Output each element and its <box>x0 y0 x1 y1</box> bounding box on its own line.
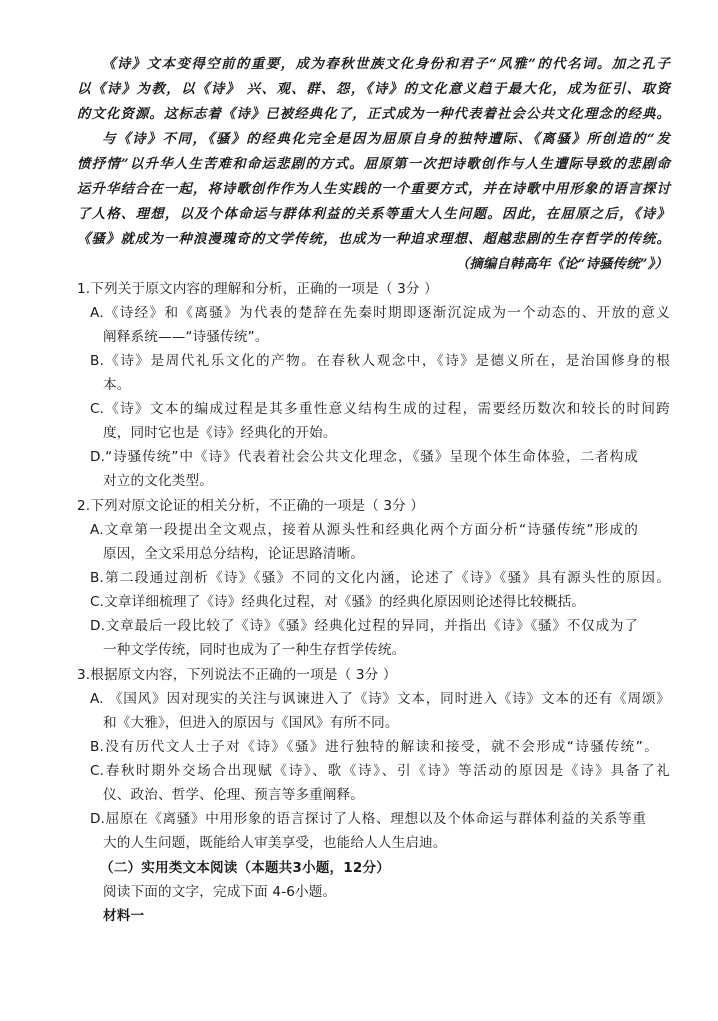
section-2-instruction: 阅读下面的文字，完成下面 4-6小题。 <box>103 884 337 900</box>
passage-p2-line-2: 愤抒情”以升华人生苦难和命运悲剧的方式。屈原第一次把诗歌创作与人生遭际导致的悲剧命 <box>77 156 670 172</box>
question-2-option-d-line-1[interactable]: D.文章最后一段比较了《诗》《骚》经典化过程的异同，并指出《诗》《骚》不仅成为了 <box>90 618 638 634</box>
passage-p2-line-4: 了人格、理想，以及个体命运与群体利益的关系等重大人生问题。因此，在屈原之后，《诗》 <box>77 206 670 222</box>
question-1-option-a-line-1[interactable]: A.《诗经》和《离骚》为代表的楚辞在先秦时期即逐渐沉淀成为一个动态的、开放的意义 <box>90 305 670 321</box>
question-3-stem: 3.根据原文内容，下列说法不正确的一项是（ 3分 ） <box>77 667 397 683</box>
question-3-option-a-line-2[interactable]: 和《大雅》，但进入的原因与《国风》有所不同。 <box>103 715 399 731</box>
question-2-option-a-line-1[interactable]: A.文章第一段提出全文观点，接着从源头性和经典化两个方面分析“诗骚传统”形成的 <box>90 522 638 538</box>
question-2-option-a-line-2[interactable]: 原因，全文采用总分结构，论证思路清晰。 <box>103 546 365 562</box>
passage-p1-line-3: 的文化资源。这标志着《诗》已被经典化了，正式成为一种代表着社会公共文化理念的经典。 <box>77 106 670 122</box>
passage-p2-line-3: 运升华结合在一起，将诗歌创作作为人生实践的一个重要方式，并在诗歌中用形象的语言探讨 <box>77 181 670 197</box>
question-1-option-b-line-1[interactable]: B.《诗》是周代礼乐文化的产物。在春秋人观念中，《诗》是德义所在，是治国修身的根 <box>90 353 670 369</box>
question-1-option-d-line-2[interactable]: 对立的文化类型。 <box>103 473 213 489</box>
question-1-option-b-line-2[interactable]: 本。 <box>103 377 131 393</box>
question-3-option-c-line-1[interactable]: C.春秋时期外交场合出现赋《诗》、歌《诗》、引《诗》等活动的原因是《诗》具备了礼 <box>90 763 670 779</box>
question-2-option-d-line-2[interactable]: 一种文学传统，同时也成为了一种生存哲学传统。 <box>103 642 406 658</box>
question-2-option-c[interactable]: C.文章详细梳理了《诗》经典化过程，对《骚》的经典化原因则论述得比较概括。 <box>90 594 586 610</box>
passage-p2-line-5: 《骚》就成为一种浪漫瑰奇的文学传统，也成为一种追求理想、超越悲剧的生存哲学的传统。 <box>77 231 670 247</box>
question-3-option-d-line-1[interactable]: D.屈原在《离骚》中用形象的语言探讨了人格、理想以及个体命运与群体利益的关系等重 <box>90 811 646 827</box>
question-1-stem: 1.下列关于原文内容的理解和分析，正确的一项是（ 3分 ） <box>77 281 438 297</box>
passage-p2-line-1: 与《诗》不同，《骚》的经典化完全是因为屈原自身的独特遭际、《离骚》所创造的“发 <box>102 131 670 147</box>
question-2-option-b[interactable]: B.第二段通过剖析《诗》《骚》不同的文化内涵，论述了《诗》《骚》具有源头性的原因。 <box>90 570 670 586</box>
passage-p1-line-2: 以《诗》为教，以《诗》 兴、观、群、怨，《诗》的文化意义趋于最大化，成为征引、取资 <box>77 81 670 97</box>
section-2-material-label: 材料一 <box>103 908 145 924</box>
question-1-option-a-line-2[interactable]: 阐释系统——“诗骚传统”。 <box>103 329 269 345</box>
question-3-option-b[interactable]: B.没有历代文人士子对《诗》《骚》进行独特的解读和接受，就不会形成“诗骚传统”。 <box>90 739 658 755</box>
question-1-option-d-line-1[interactable]: D.“诗骚传统”中《诗》代表着社会公共文化理念，《骚》呈现个体生命体验，二者构成 <box>90 449 638 465</box>
question-3-option-d-line-2[interactable]: 大的人生问题，既能给人审美享受，也能给人人生启迪。 <box>103 835 447 851</box>
section-2-heading: （二）实用类文本阅读（本题共3小题，12分） <box>100 860 390 876</box>
question-2-stem: 2.下列对原文论证的相关分析，不正确的一项是（ 3分 ） <box>77 498 425 514</box>
passage-p1-line-1: 《诗》文本变得空前的重要，成为春秋世族文化身份和君子“风雅”的代名词。加之孔子 <box>102 56 670 72</box>
question-3-option-c-line-2[interactable]: 仪、政治、哲学、伦理、预言等多重阐释。 <box>103 787 365 803</box>
question-1-option-c-line-1[interactable]: C.《诗》文本的编成过程是其多重性意义结构生成的过程，需要经历数次和较长的时间跨 <box>90 401 670 417</box>
question-3-option-a-line-1[interactable]: A. 《国风》因对现实的关注与讽谏进入了《诗》文本，同时进入《诗》文本的还有《周颂》 <box>90 691 670 707</box>
question-1-option-c-line-2[interactable]: 度，同时它也是《诗》经典化的开始。 <box>103 425 337 441</box>
passage-source: （摘编自韩高年《论“诗骚传统”》） <box>455 256 668 272</box>
